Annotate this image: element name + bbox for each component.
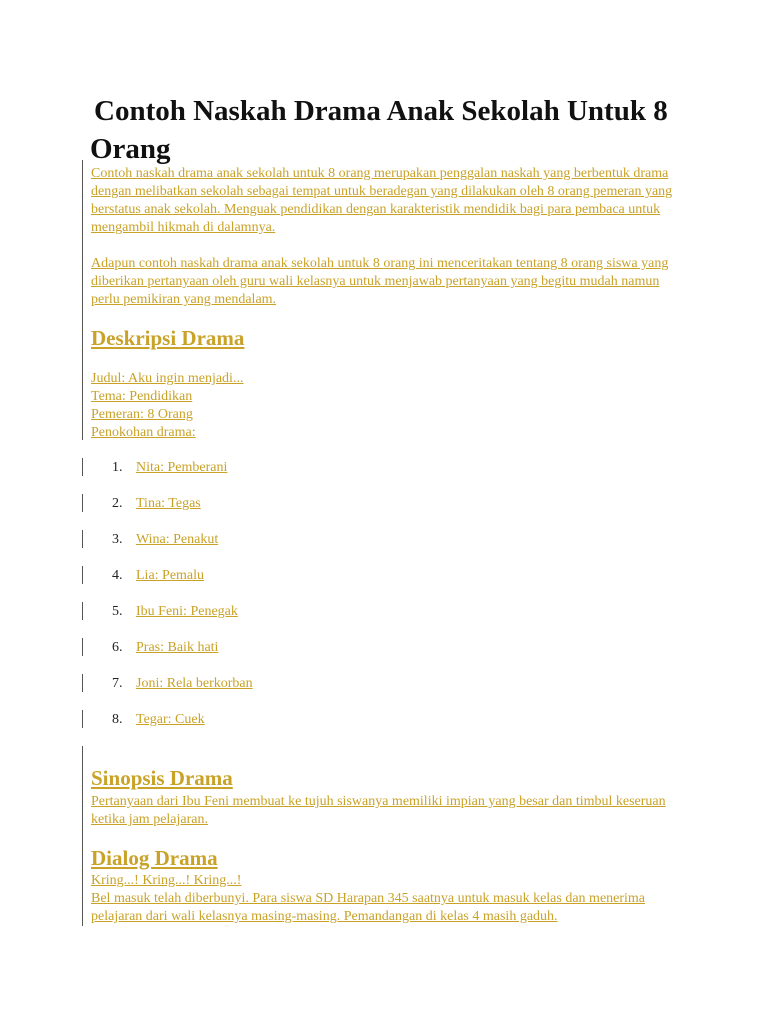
list-item	[112, 567, 204, 585]
sinopsis-heading[interactable]: Sinopsis Drama	[91, 766, 233, 790]
list-divider	[82, 494, 83, 512]
character-link[interactable]: Nita: Pemberani	[136, 460, 228, 475]
list-item	[112, 531, 218, 549]
list-divider	[82, 602, 83, 620]
judul-link[interactable]: Judul: Aku ingin menjadi...	[91, 371, 244, 386]
dialog-line-link[interactable]: Bel masuk telah diberbunyi. Para siswa SD Harapan 345 saatnya untuk masuk kelas dan menerima pelajaran dari wali kelasnya masing-masing. Pemandangan di kelas 4 masih gaduh.	[91, 891, 646, 924]
list-number: 4.	[112, 568, 123, 583]
list-number: 1.	[112, 460, 123, 475]
list-divider	[82, 710, 83, 728]
penokohan-link[interactable]: Penokohan drama:	[91, 425, 196, 440]
character-link[interactable]: Tegar: Cuek	[136, 712, 205, 727]
intro-paragraph-link[interactable]: Contoh naskah drama anak sekolah untuk 8 orang merupakan penggalan naskah yang berbentuk drama dengan melibatkan sekolah sebagai tempat untuk beradegan yang dilakukan oleh 8 orang pemeran yang berstatus anak sekolah. Menguak pendidikan dengan karakteristik mendidik bagi para pembaca untuk mengambil hikmah di dalamnya.	[91, 166, 673, 235]
list-number: 2.	[112, 496, 123, 511]
tema-link[interactable]: Tema: Pendidikan	[91, 389, 193, 404]
sinopsis-paragraph	[91, 793, 691, 829]
list-number: 8.	[112, 712, 123, 727]
second-paragraph-link[interactable]: Adapun contoh naskah drama anak sekolah untuk 8 orang ini menceritakan tentang 8 orang siswa yang diberikan pertanyaan oleh guru wali kelasnya untuk menjawab pertanyaan yang begitu mudah namun perlu pemikiran yang mendalam.	[91, 256, 669, 307]
sinopsis-link[interactable]: Pertanyaan dari Ibu Feni membuat ke tujuh siswanya memiliki impian yang besar dan timbul keseruan ketika jam pelajaran.	[91, 794, 666, 827]
list-divider	[82, 458, 83, 476]
vertical-divider	[82, 160, 83, 440]
vertical-divider	[82, 746, 83, 926]
character-link[interactable]: Lia: Pemalu	[136, 568, 205, 583]
deskripsi-heading[interactable]: Deskripsi Drama	[91, 326, 245, 350]
list-number: 6.	[112, 640, 123, 655]
list-item	[112, 603, 238, 621]
page-title: Contoh Naskah Drama Anak Sekolah Untuk 8 Orang	[90, 95, 668, 165]
list-divider	[82, 638, 83, 656]
list-number: 7.	[112, 676, 123, 691]
pemeran-link[interactable]: Pemeran: 8 Orang	[91, 407, 193, 422]
list-divider	[82, 674, 83, 692]
list-item	[112, 495, 201, 513]
list-item	[112, 459, 227, 477]
character-link[interactable]: Joni: Rela berkorban	[136, 676, 253, 691]
character-link[interactable]: Pras: Baik hati	[136, 640, 219, 655]
character-link[interactable]: Ibu Feni: Penegak	[136, 604, 238, 619]
character-link[interactable]: Tina: Tegas	[136, 496, 201, 511]
list-number: 5.	[112, 604, 123, 619]
dialog-heading[interactable]: Dialog Drama	[91, 846, 218, 870]
list-number: 3.	[112, 532, 123, 547]
list-divider	[82, 566, 83, 584]
deskripsi-details	[91, 370, 691, 442]
dialog-paragraph	[91, 872, 691, 926]
intro-paragraph	[91, 165, 691, 237]
dialog-line-link[interactable]: Kring...! Kring...! Kring...!	[91, 873, 242, 888]
list-item	[112, 675, 253, 693]
list-item	[112, 711, 205, 729]
second-paragraph	[91, 255, 691, 309]
list-item	[112, 639, 218, 657]
character-link[interactable]: Wina: Penakut	[136, 532, 219, 547]
list-divider	[82, 530, 83, 548]
